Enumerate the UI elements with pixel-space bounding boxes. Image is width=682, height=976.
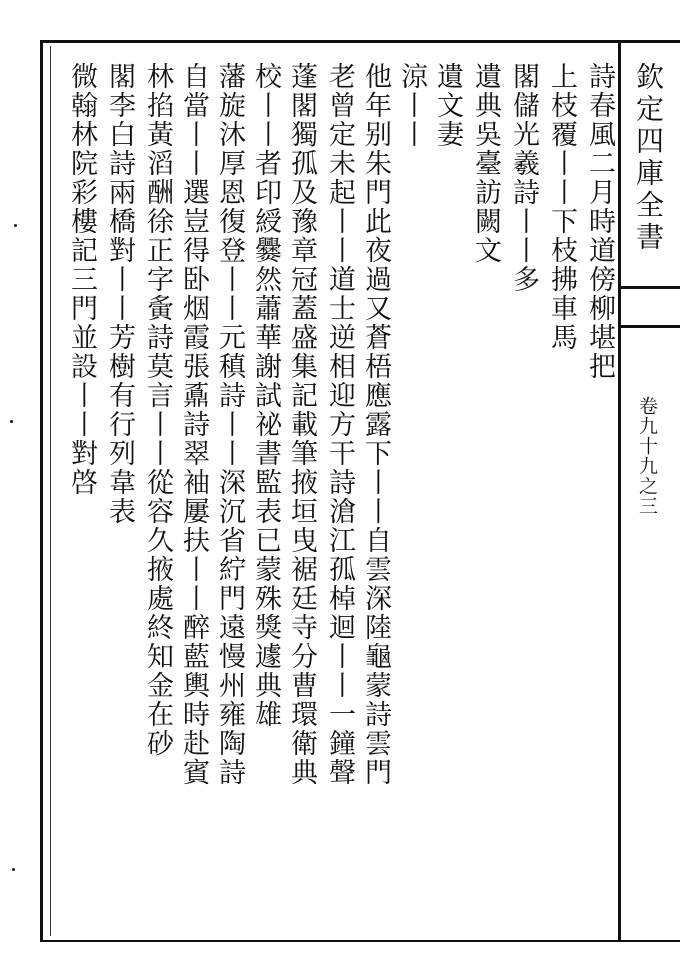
volume-number: 卷九十九之三 [636, 396, 658, 516]
scan-speck [12, 868, 15, 871]
fishtail-mark [621, 286, 680, 328]
gutter-border [618, 40, 621, 940]
text-column: 自當丨丨選豈得卧烟霞張鼒詩翠袖屢扶丨丨醉藍輿時赴賓 [178, 62, 209, 787]
frame-inner-rule [50, 46, 51, 936]
text-column: 微翰林院彩樓記三門並設丨丨對啓 [66, 62, 97, 497]
text-column: 藩旋沐厚恩復登丨丨元稹詩丨丨深沉省紵門遠慢州雍陶詩 [214, 62, 245, 787]
text-column: 他年别朱門此夜過又蒼梧應露下丨丨自雲深陸龜蒙詩雲門 [360, 62, 391, 787]
text-column: 遺典吳臺訪闕文 [470, 62, 501, 265]
text-column: 上枝覆丨丨下枝拂車馬 [546, 62, 577, 352]
text-column: 遺文妻 [432, 62, 463, 149]
text-column: 蓬閣獨孤及豫章冠蓋盛集記載筆掖垣曳裾廷寺分曹環衛典 [286, 62, 317, 787]
frame-top-border [40, 40, 680, 43]
scan-speck [10, 420, 13, 423]
scan-speck [14, 224, 17, 227]
book-title: 欽定四庫全書 [632, 62, 665, 254]
text-column: 林掐黃滔酬徐正字夤詩莫言丨丨從容久掖處終知金在砂 [142, 62, 173, 758]
text-column: 涼丨丨 [396, 62, 427, 149]
text-column: 老曾定未起丨丨道士逆相迎方干詩滄江孤棹迴丨丨一鐘聲 [324, 62, 355, 787]
text-column: 閣儲光羲詩丨丨多 [508, 62, 539, 294]
frame-bottom-border [40, 940, 680, 942]
text-column: 閣李白詩兩橋對丨丨芳樹有行列韋表 [104, 62, 135, 526]
text-column: 詩春風二月時道傍柳堪把 [584, 62, 615, 381]
frame-left-border [40, 40, 43, 940]
text-column: 校丨丨者印綬爨然蕭華謝試祕書監表已蒙殊獎遽典雄 [250, 62, 281, 729]
